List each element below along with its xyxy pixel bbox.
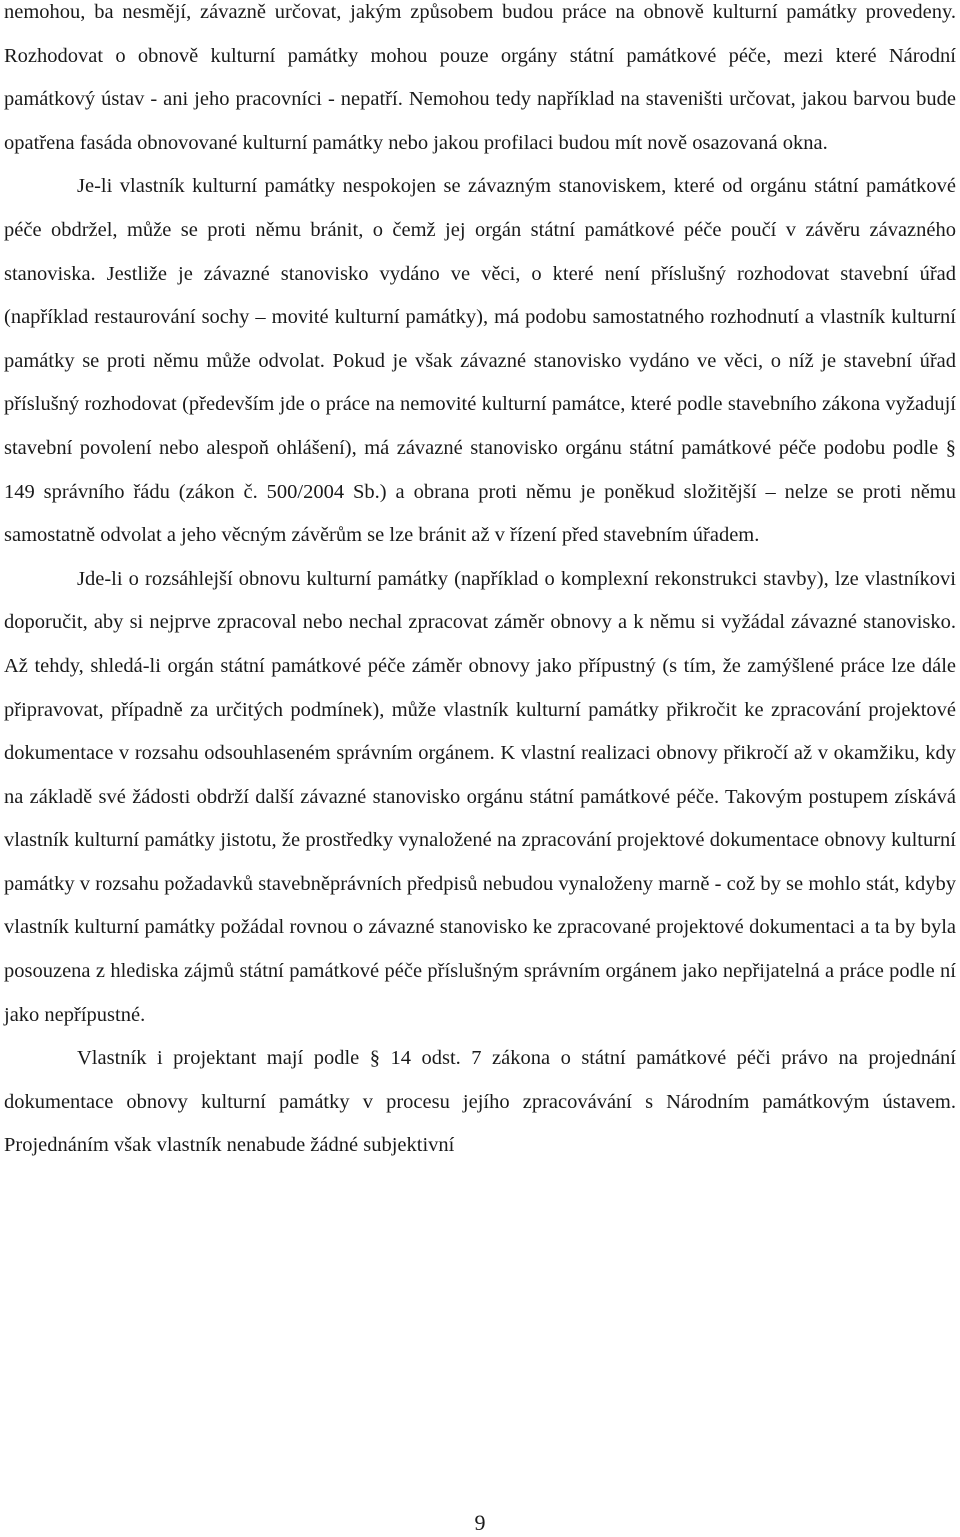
page-number: 9	[474, 1510, 486, 1535]
text-segment: nemohou, ba nesmějí, závazně určovat, jakým způsobem budou práce na obnově kulturní památky provedeny. Rozhodovat o obnově kulturní památky mohou pouze orgány státní památkové péče, mezi které Národní památkový ústav - ani jeho pracovníci - nepatří.	[4, 1, 956, 111]
text-segment: Nemohou tedy například na staveništi určovat, jakou barvou bude opatřena fasáda obnovované kulturní památky nebo jakou profilaci budou mít nově osazovaná okna.	[4, 88, 956, 154]
text-segment: Projednáním však vlastník nenabude žádné subjektivní	[4, 1134, 455, 1157]
text-segment: K vlastní realizaci obnovy přikročí až v okamžiku, kdy na základě své žádosti obdrží další závazné stanovisko orgánu státní památkové péče.	[4, 742, 957, 808]
text-segment: Vlastník i projektant mají podle § 14 odst. 7 zákona o státní památkové péči právo na projednání dokumentace obnovy kulturní památky v procesu jejího zpracovávání s Národním památkovým ústavem.	[4, 1047, 956, 1113]
paragraph-3	[4, 558, 956, 1038]
text-segment: Až tehdy, shledá-li orgán státní památkové péče záměr obnovy jako přípustný (s tím, že zamýšlené práce lze dále připravovat, případně za určitých podmínek), může vlastník kulturní památky přikročit ke zpracování projektové dokumentace v rozsahu odsouhlaseném správním orgánem.	[4, 654, 956, 765]
text-segment: Jestliže je závazné stanovisko vydáno ve věci, o které není příslušný rozhodovat stavební úřad (například restaurování sochy – movité kulturní památky), má podobu samostatného rozhodnutí a vlastník kulturní památky se proti němu může odvolat.	[4, 262, 956, 372]
text-segment: Je-li vlastník kulturní památky nespokojen se závazným stanoviskem, které od orgánu státní památkové péče obdržel, může se proti němu bránit, o čemž jej orgán státní památkové péče poučí v závěru závazného stanoviska.	[4, 175, 956, 285]
text-segment: Jde-li o rozsáhlejší obnovu kulturní památky (například o komplexní rekonstrukci stavby), lze vlastníkovi doporučit, aby si nejprve zpracoval nebo nechal zpracovat záměr obnovy a k němu si vyžádal závazné stanovisko.	[4, 567, 956, 634]
text-segment: Pokud je však závazné stanovisko vydáno ve věci, o níž je stavební úřad příslušný rozhodovat (především jde o práce na nemovité kulturní památce, které podle stavebního zákona vyžadují stavební povolení nebo alespoň ohlášení), má závazné stanovisko orgánu státní památkové péče podobu podle § 149 správního řádu (zákon č. 500/2004 Sb.) a obrana proti němu je poněkud složitější – nelze se proti němu samostatně odvolat a jeho věcným závěrům se lze bránit až v řízení před stavebním úřadem.	[4, 349, 957, 547]
document-page	[4, 0, 956, 1168]
paragraph-4	[4, 1037, 956, 1168]
paragraph-1	[4, 0, 956, 165]
text-segment: Takovým postupem získává vlastník kulturní památky jistotu, že prostředky vynaložené na zpracování projektové dokumentace obnovy kulturní památky v rozsahu požadavků stavebněprávních předpisů nebudou vynaloženy marně - což by se mohlo stát, kdyby vlastník kulturní památky požádal rovnou o závazné stanovisko ke zpracované projektové dokumentaci a ta by byla posouzena z hlediska zájmů státní památkové péče příslušným správním orgánem jako nepřijatelná a práce podle ní jako nepřípustné.	[4, 785, 956, 1026]
paragraph-2	[4, 165, 956, 557]
